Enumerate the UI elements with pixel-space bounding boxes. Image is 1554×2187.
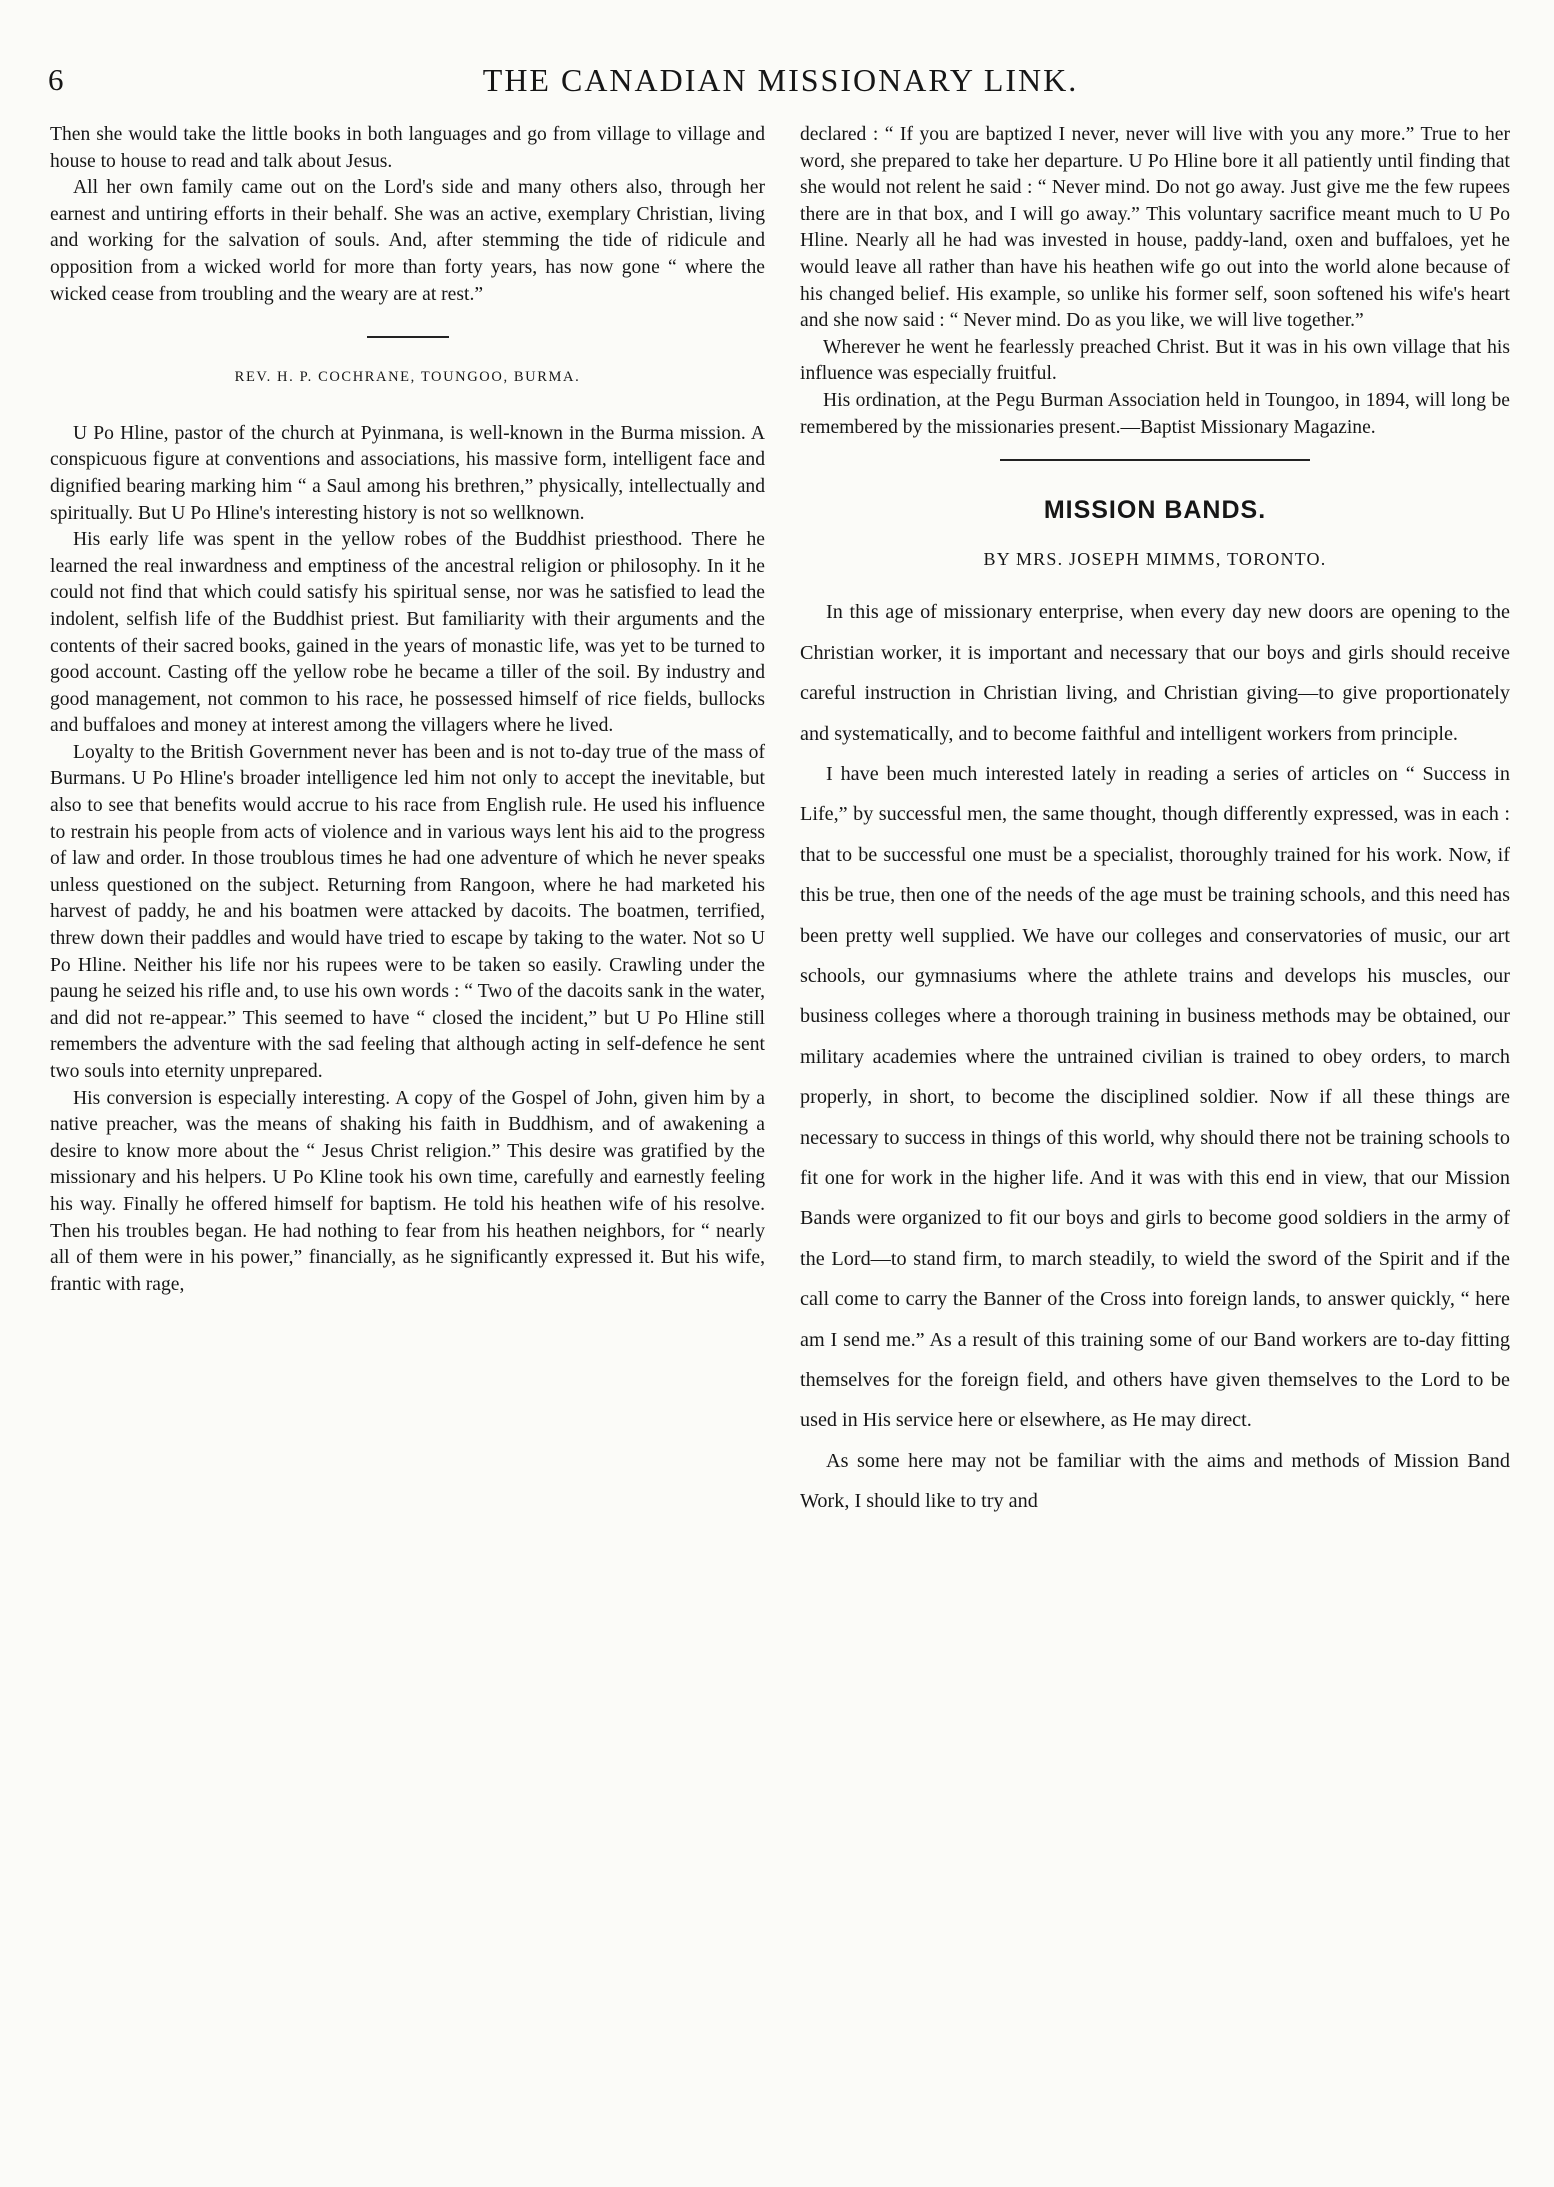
- section-divider: [1000, 459, 1310, 461]
- section-title: MISSION BANDS.: [1043, 496, 1267, 525]
- page-number: 6: [48, 62, 64, 97]
- paragraph: Wherever he went he fearlessly preached Christ. But it was in his own village that his influence was especially fruitful.: [800, 336, 1510, 385]
- paragraph: Then she would take the little books in both languages and go from village to village and house to house to read and talk about Jesus.: [50, 124, 765, 172]
- paragraph: I have been much interested lately in reading a series of articles on “ Success in Life,” by successful men, the same thought, though differently expressed, was in each : that to be successful one must be a specialist, thoroughly trained for his work. Now, if this be true, then one of the needs of the age must be training schools, and this need has been pretty well supplied. We have our colleges and conservatories of music, our art schools, our gymnasiums where the athlete trains and develops his muscles, our business colleges where a thorough training in business methods may be obtained, our military academies where the untrained civilian is trained to obey orders, to march properly, in short, to become the disciplined soldier. Now if all these things are necessary to success in things of this world, why should there not be training schools to fit one for work in the higher life. And it was with this end in view, that our Mission Bands were organized to fit our boys and girls to become good soldiers in the army of the Lord—to stand firm, to march steadily, to wield the sword of the Spirit and if the call come to carry the Banner of the Cross into foreign lands, to answer quickly, “ here am I send me.” As a result of this training some of our Band workers are to-day fitting themselves for the foreign field, and others have given themselves to the Lord to be used in His service here or elsewhere, as He may direct.: [800, 762, 1510, 1432]
- paragraph: All her own family came out on the Lord's side and many others also, through her earnest and untiring efforts in their behalf. She was an active, exemplary Christian, living and working for the salvation of souls. And, after stemming the tide of ridicule and opposition from a wicked world for more than forty years, has now gone “ where the wicked cease from troubling and the weary are at rest.”: [50, 177, 765, 305]
- paragraph: declared : “ If you are baptized I never, never will live with you any more.” True to her word, she prepared to take her departure. U Po Hline bore it all patiently until finding that she would not relent he said : “ Never mind. Do not go away. Just give me the few rupees there are in that box, and I will go away.” This voluntary sacrifice meant much to U Po Hline. Nearly all he had was invested in house, paddy-land, oxen and buffaloes, yet he would leave all rather than have his heathen wife go out into the world alone because of his changed belief. His example, so unlike his former self, soon softened his wife's heart and she now said : “ Never mind. Do as you like, we will live together.”: [800, 124, 1510, 332]
- paragraph: His ordination, at the Pegu Burman Association held in Toungoo, in 1894, will long be remembered by the missionaries present.—Baptist Missionary Magazine.: [800, 389, 1510, 438]
- paragraph: In this age of missionary enterprise, when every day new doors are opening to the Christian worker, it is important and necessary that our boys and girls should receive careful instruction in Christian living, and Christian giving—to give proportionately and systematically, and to become faithful and intelligent workers from principle.: [800, 601, 1510, 745]
- right-column: [800, 122, 1510, 1522]
- paragraph: Loyalty to the British Government never has been and is not to-day true of the mass of Burmans. U Po Hline's broader intelligence led him not only to accept the inevitable, but also to see that benefits would accrue to his race from English rule. He used his influence to restrain his people from acts of violence and in various ways lent his aid to the progress of law and order. In those troublous times he had one adventure of which he never speaks unless questioned on the subject. Returning from Rangoon, where he had marketed his harvest of paddy, he and his boatmen were attacked by dacoits. The boatmen, terrified, threw down their paddles and would have tried to escape by taking to the water. Not so U Po Hline. Neither his life nor his rupees were to be taken so easily. Crawling under the paung he seized his rifle and, to use his own words : “ Two of the dacoits sank in the water, and did not re-appear.” This seemed to have “ closed the incident,” but U Po Hline still remembers the adventure with the sad feeling that although acting in self-defence he sent two souls into eternity unprepared.: [50, 741, 765, 1082]
- paragraph: U Po Hline, pastor of the church at Pyinmana, is well-known in the Burma mission. A conspicuous figure at conventions and associations, his massive form, intelligent face and dignified bearing marking him “ a Saul among his brethren,” physically, intellectually and spiritually. But U Po Hline's interesting history is not so wellknown.: [50, 422, 765, 524]
- mission-bands-body: [800, 592, 1510, 1521]
- left-column: [50, 122, 765, 1298]
- running-title: THE CANADIAN MISSIONARY LINK.: [482, 62, 1079, 98]
- section-byline: BY MRS. JOSEPH MIMMS, TORONTO.: [983, 548, 1327, 569]
- section-divider: [367, 336, 449, 338]
- paragraph: As some here may not be familiar with the aims and methods of Mission Band Work, I should like to try and: [800, 1449, 1510, 1513]
- paragraph: His conversion is especially interesting. A copy of the Gospel of John, given him by a native preacher, was the means of shaking his faith in Buddhism, and of awakening a desire to know more about the “ Jesus Christ religion.” This desire was gratified by the missionary and his helpers. U Po Kline took his own time, carefully and earnestly feeling his way. Finally he offered himself for baptism. He told his heathen wife of his resolve. Then his troubles began. He had nothing to fear from his heathen neighbors, for “ nearly all of them were in his power,” financially, as he significantly expressed it. But his wife, frantic with rage,: [50, 1087, 765, 1295]
- page-header: [48, 62, 1513, 106]
- paragraph: His early life was spent in the yellow robes of the Buddhist priesthood. There he learned the real inwardness and emptiness of the ancestral religion or philosophy. In it he could not find that which could satisfy his spiritual sense, nor was he satisfied to lead the indolent, selfish life of the Buddhist priest. But familiarity with their arguments and the contents of their sacred books, gained in the years of monastic life, was yet to be turned to good account. Casting off the yellow robe he became a tiller of the soil. By industry and good management, not common to his race, he possessed himself of rice fields, bullocks and buffaloes and money at interest among the villagers where he lived.: [50, 529, 765, 737]
- article-byline: REV. H. P. COCHRANE, TOUNGOO, BURMA.: [234, 369, 581, 386]
